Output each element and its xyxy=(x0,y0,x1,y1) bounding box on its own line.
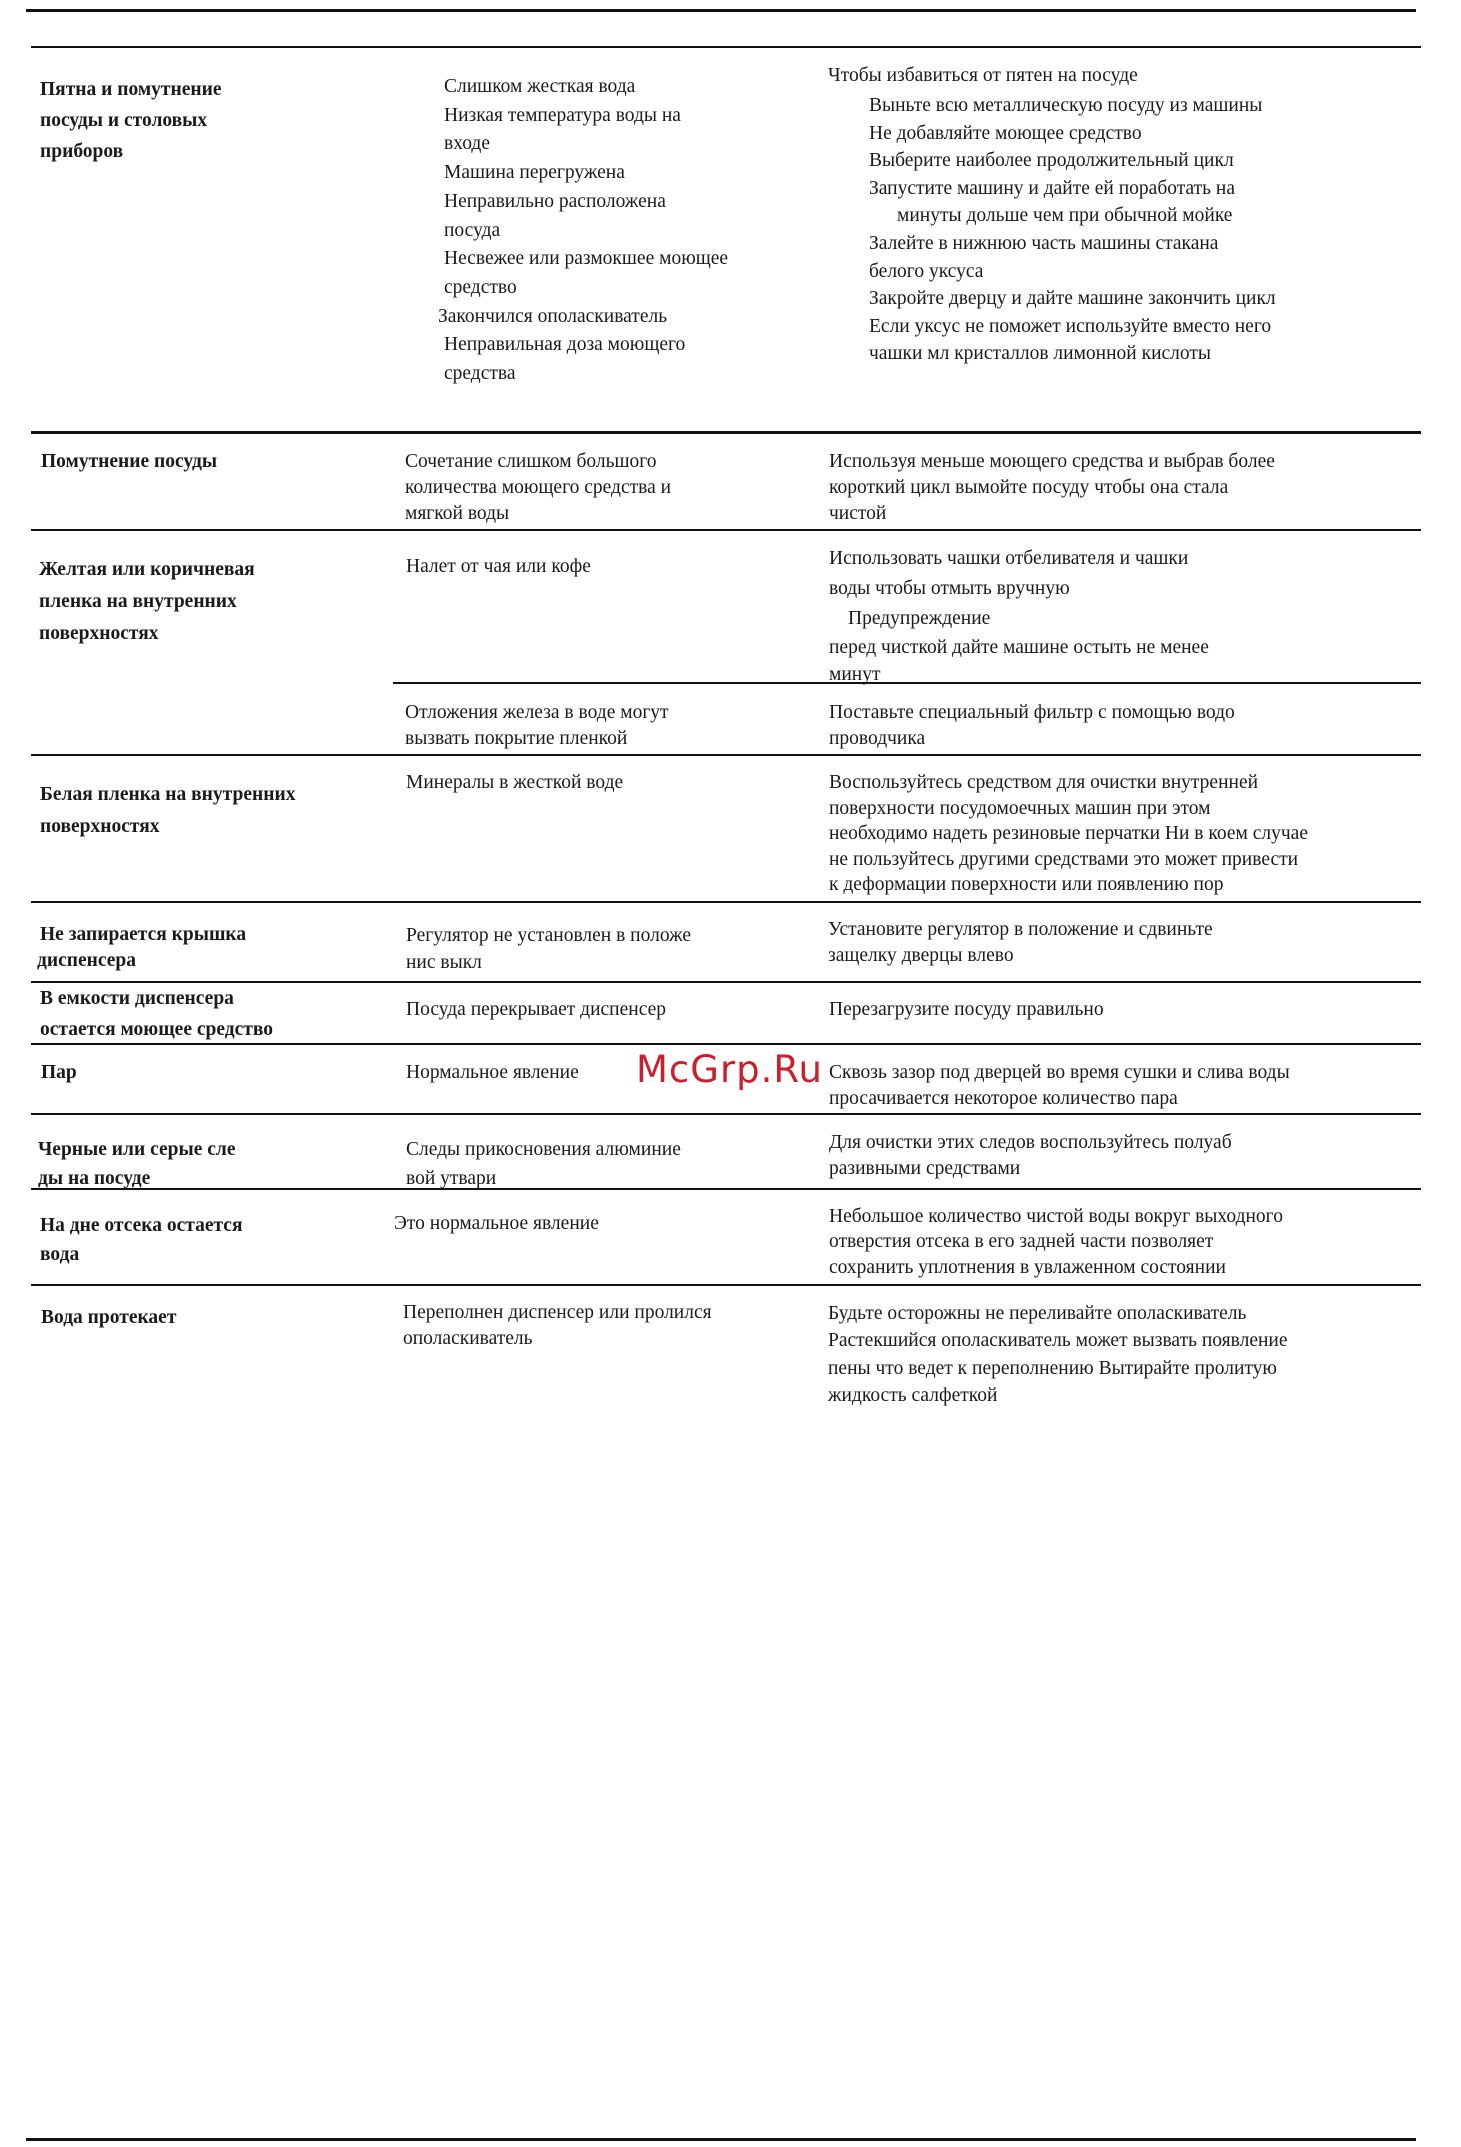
problem-text: Пар xyxy=(41,1062,77,1083)
row-divider xyxy=(31,1284,1421,1286)
row-divider xyxy=(31,529,1421,531)
problem-text: Не запирается крышка диспенсера xyxy=(37,924,247,971)
solution-text: Для очистки этих следов воспользуйтесь полуаб разивными средствами xyxy=(829,1132,1232,1179)
solution-text: Используя меньше моющего средства и выбрав более короткий цикл вымойте посуду чтобы она стала чистой xyxy=(829,451,1275,524)
solution-text: Выньте всю металлическую посуду из машины Не добавляйте моющее средство Выберите наиболее продолжительный цикл Запустите машину и дайте ей поработать на минуты дольше чем при обычной мойке Залейте в нижнюю часть машины стакана белого уксуса Закройте дверцу и дайте машине закончить цикл Если уксус не поможет используйте вместо него чашки мл кристаллов лимонной кислоты xyxy=(869,95,1276,365)
cause-text: Отложения железа в воде могут вызвать покрытие пленкой xyxy=(405,702,669,749)
problem-text: Черные или серые сле ды на посуде xyxy=(38,1139,236,1189)
solution-text: Небольшое количество чистой воды вокруг выходного отверстия отсека в его задней части позволяет сохранить уплотнения в увлаженном состоянии xyxy=(829,1206,1283,1278)
cause-text: Налет от чая или кофе xyxy=(406,556,591,577)
cause-text: Следы прикосновения алюминие вой утвари xyxy=(406,1139,681,1189)
row-divider xyxy=(31,431,1421,434)
problem-text: Белая пленка на внутренних поверхностях xyxy=(40,784,296,837)
solution-text: Использовать чашки отбеливателя и чашки воды чтобы отмыть вручную Предупреждение перед чисткой дайте машине остыть не менее минут xyxy=(829,548,1209,686)
solution-heading: Чтобы избавиться от пятен на посуде xyxy=(828,65,1138,86)
problem-text: Помутнение посуды xyxy=(41,451,218,472)
cause-text: Слишком жесткая вода Низкая температура воды на входе Машина перегружена Неправильно расположена посуда Несвежее или размокшее моющее средство Закончился ополаскиватель Неправильная доза моющего средства xyxy=(438,76,729,385)
cause-text: Переполнен диспенсер или пролился ополаскиватель xyxy=(403,1302,712,1349)
problem-text: Желтая или коричневая пленка на внутренних поверхностях xyxy=(39,559,255,644)
warning-label: Предупреждение xyxy=(848,607,991,629)
row-divider xyxy=(31,46,1421,48)
problem-text: Вода протекает xyxy=(41,1307,177,1328)
solution-text: Воспользуйтесь средством для очистки внутренней поверхности посудомоечных машин при этом необходимо надеть резиновые перчатки Ни в коем случае не пользуйтесь другими средствами это может привести к деформации поверхности или появлению пор xyxy=(829,772,1308,896)
cause-text: Минералы в жесткой воде xyxy=(406,772,624,793)
cause-text: Регулятор не установлен в положе нис выкл xyxy=(406,925,691,973)
solution-text: Будьте осторожны не переливайте ополаскиватель Растекшийся ополаскиватель может вызвать появление пены что ведет к переполнению Вытирайте пролитую жидкость салфеткой xyxy=(828,1303,1288,1406)
cause-text: Сочетание слишком большого количества моющего средства и мягкой воды xyxy=(405,451,672,524)
problem-text: В емкости диспенсера остается моющее средство xyxy=(40,988,273,1040)
solution-text: Установите регулятор в положение и сдвиньте защелку дверцы влево xyxy=(828,919,1213,966)
cause-text: Нормальное явление xyxy=(406,1062,579,1083)
top-rule xyxy=(26,9,1416,12)
solution-text: Перезагрузите посуду правильно xyxy=(829,999,1104,1020)
row-divider xyxy=(31,1113,1421,1115)
solution-text: Сквозь зазор под дверцей во время сушки и слива воды просачивается некоторое количество пара xyxy=(829,1062,1290,1109)
watermark: McGrp.Ru xyxy=(636,1048,823,1091)
row-divider xyxy=(31,754,1421,756)
solution-text: Поставьте специальный фильтр с помощью водо проводчика xyxy=(829,702,1235,749)
bottom-rule xyxy=(26,2138,1416,2141)
problem-text: На дне отсека остается вода xyxy=(40,1215,243,1265)
cause-text: Это нормальное явление xyxy=(394,1213,599,1234)
row-divider xyxy=(31,901,1421,903)
row-divider xyxy=(31,1188,1421,1190)
cause-text: Посуда перекрывает диспенсер xyxy=(406,999,667,1020)
problem-text: Пятна и помутнение посуды и столовых приборов xyxy=(40,79,222,162)
